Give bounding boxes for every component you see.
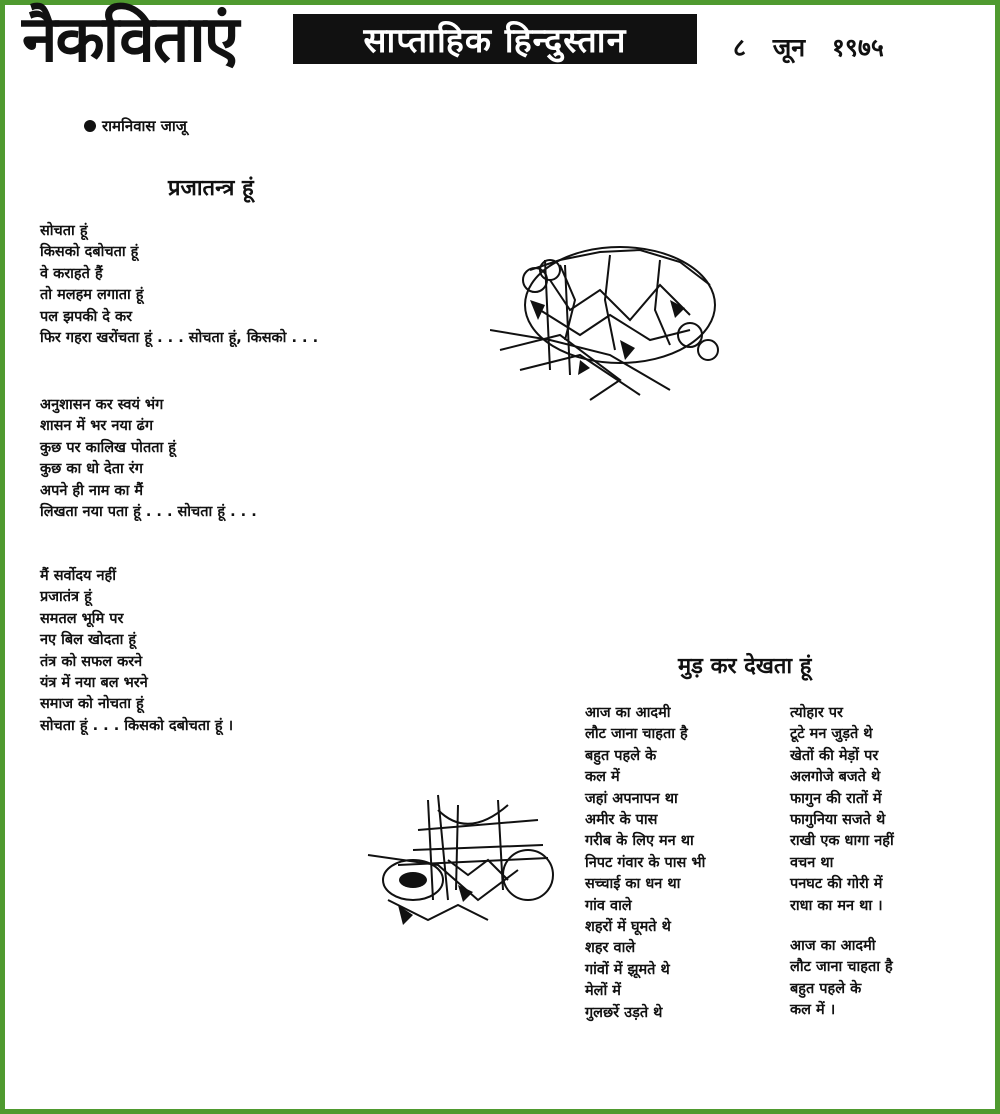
poem1-stanza-2 — [40, 395, 257, 523]
poem-line: कुछ का धो देता रंग — [40, 461, 143, 478]
poem-line: पल झपकी दे कर — [40, 308, 133, 325]
poem2-column-3 — [790, 936, 893, 1022]
poem-line: नए बिल खोदता हूं — [40, 632, 137, 649]
poem-line: अमीर के पास — [585, 812, 658, 829]
poem-line: गांव वाले — [585, 897, 632, 914]
author-byline — [84, 116, 187, 136]
poem-line: शहरों में घूमते थे — [585, 919, 671, 936]
poem-line: सोचता हूं — [40, 223, 88, 239]
poem-line: समतल भूमि पर — [40, 610, 124, 627]
poem-line: लिखता नया पता हूं . . . सोचता हूं . . . — [40, 504, 257, 521]
poem-line: टूटे मन जुड़ते थे — [790, 726, 873, 743]
poem-title-prajatantra: प्रजातन्त्र हूं — [168, 176, 254, 201]
poem-line: अलगोजे बजते थे — [790, 769, 881, 786]
poem-line: फागुन की रातों में — [790, 790, 882, 807]
poem-line: शासन में भर नया ढंग — [40, 418, 153, 435]
poem-line: फिर गहरा खरोंचता हूं . . . सोचता हूं, किसको . . . — [40, 330, 319, 347]
poem-line: कल में । — [790, 1002, 836, 1019]
poem-line: खेतों की मेड़ों पर — [790, 747, 879, 764]
poem-line: तंत्र को सफल करने — [40, 653, 143, 670]
poem-line: वे कराहते हैं — [40, 265, 103, 282]
poem-line: कुछ पर कालिख पोतता हूं — [40, 439, 176, 456]
poem-line: शहर वाले — [585, 940, 636, 957]
poem-line: बहुत पहले के — [585, 747, 657, 764]
poem-line: जहां अपनापन था — [585, 790, 678, 807]
poem-line: गांवों में झूमते थे — [585, 961, 670, 978]
poem2-column-2 — [790, 703, 894, 917]
poem-line: कल में — [585, 769, 620, 786]
bullet-icon — [84, 120, 96, 132]
poem-line: सोचता हूं . . . किसको दबोचता हूं । — [40, 717, 234, 734]
poem1-stanza-1 — [40, 221, 318, 349]
poem-line: प्रजातंत्र हूं — [40, 589, 92, 606]
poem-line: आज का आदमी — [585, 705, 671, 721]
poem-line: बहुत पहले के — [790, 980, 862, 997]
magazine-masthead: साप्ताहिक हिन्दुस्तान — [293, 14, 697, 64]
poem-title-mud-kar-dekhta: मुड़ कर देखता हूं — [678, 654, 812, 679]
poem-line: समाज को नोचता हूं — [40, 696, 144, 713]
poem-line: त्योहार पर — [790, 705, 843, 721]
poem-line: मैं सर्वोदय नहीं — [40, 568, 116, 584]
poem-line: अपने ही नाम का मैं — [40, 482, 144, 499]
column-logo: नैकविताएं — [22, 2, 238, 77]
poem-line: यंत्र में नया बल भरने — [40, 675, 148, 692]
poem-line: आज का आदमी — [790, 938, 876, 954]
poem-line: लौट जाना चाहता है — [790, 959, 893, 976]
decorative-illustration — [490, 240, 730, 405]
poem-line: निपट गंवार के पास भी — [585, 854, 706, 871]
poem-line: पनघट की गोरी में — [790, 876, 883, 893]
poem-line: मेलों में — [585, 983, 621, 1000]
poem-line: राधा का मन था । — [790, 897, 883, 914]
author-name: रामनिवास जाजू — [102, 117, 187, 135]
poem-line: तो मलहम लगाता हूं — [40, 287, 144, 304]
poem-line: वचन था — [790, 854, 834, 871]
poem-line: फागुनिया सजते थे — [790, 812, 886, 829]
poem1-stanza-3 — [40, 566, 233, 737]
poem-line: सच्चाई का धन था — [585, 876, 681, 893]
decorative-sketch — [358, 780, 558, 930]
poem-line: गुलछर्रे उड़ते थे — [585, 1004, 663, 1021]
poem-line: राखी एक धागा नहीं — [790, 833, 894, 850]
poem-line: अनुशासन कर स्वयं भंग — [40, 397, 164, 413]
poem2-column-1 — [585, 703, 705, 1024]
poem-line: गरीब के लिए मन था — [585, 833, 694, 850]
poem-line: किसको दबोचता हूं — [40, 244, 139, 261]
issue-date: ८ जून १९७५ — [733, 33, 884, 62]
poem-line: लौट जाना चाहता है — [585, 726, 688, 743]
